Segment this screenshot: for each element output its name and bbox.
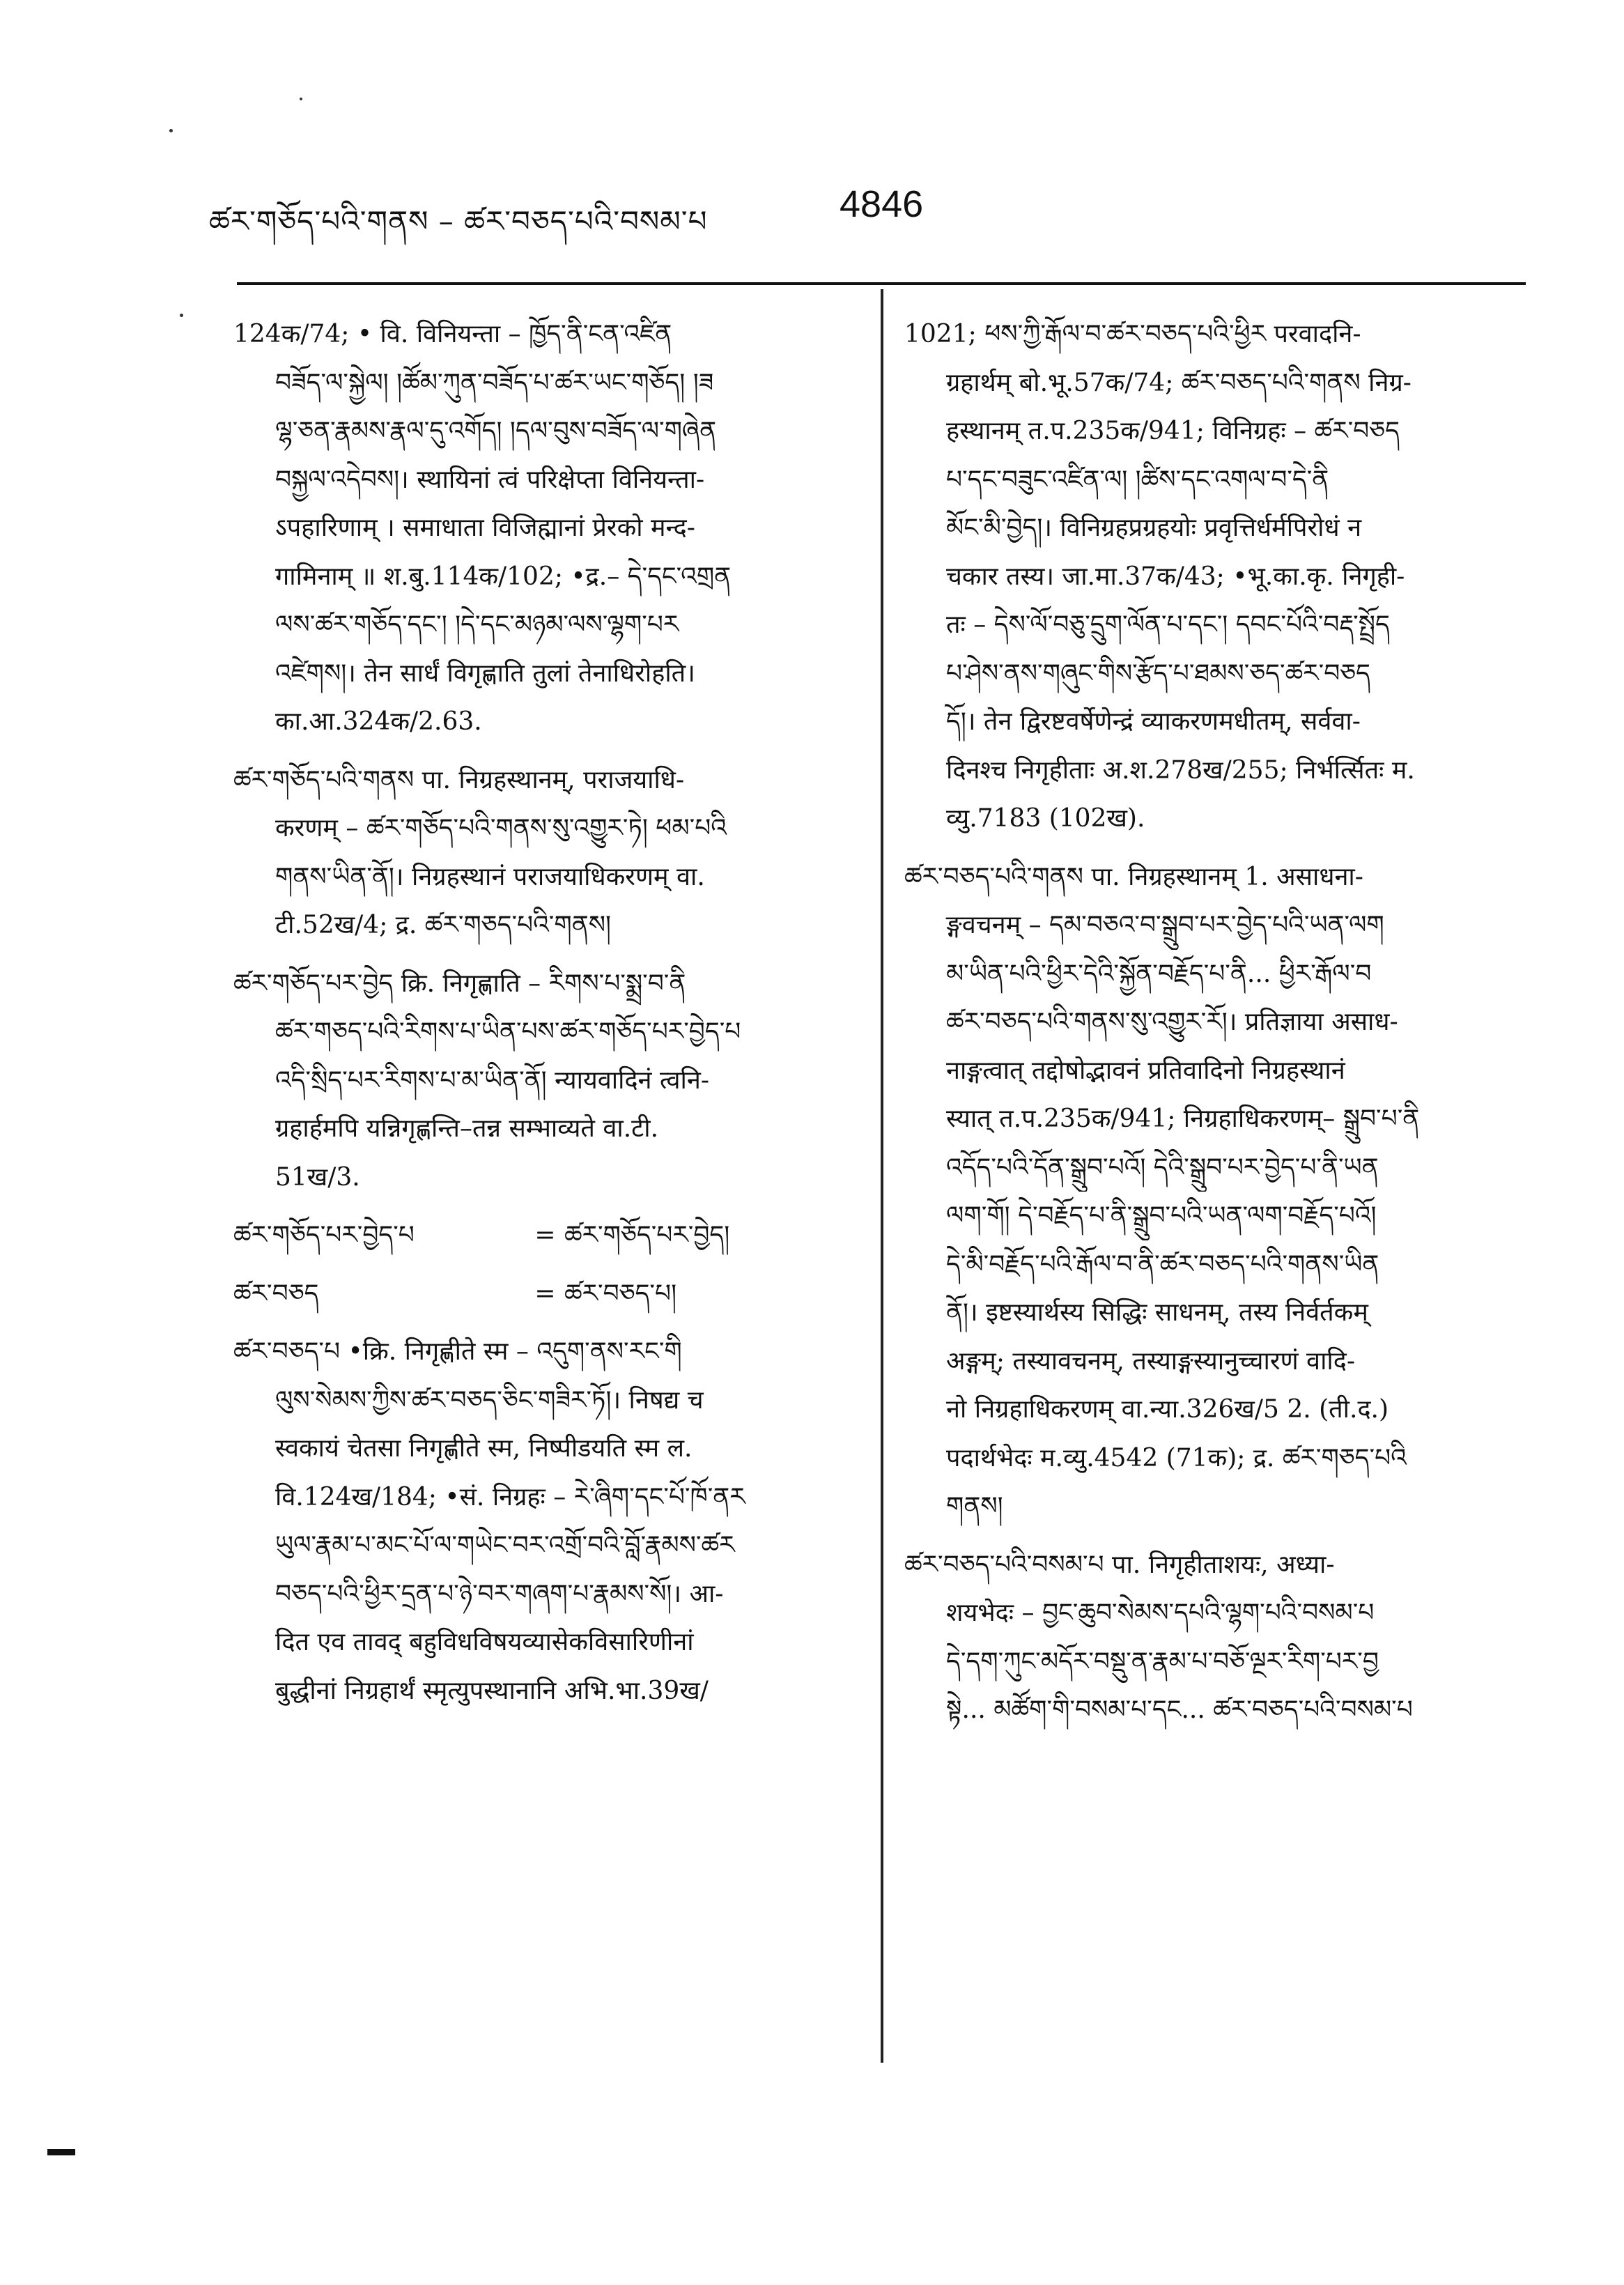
page-header <box>0 0 1624 265</box>
scan-speck <box>300 98 302 100</box>
scan-speck <box>180 314 183 317</box>
entry-headline: ཚར་བཅད་པའི་བསམ་པ पा. निगृहीताशयः, अध्या- <box>904 1550 1335 1579</box>
entry-line: དེ་དག་ཀུང་མདོར་བསྡུ་ན་རྣམ་པ་བཅོ་ལྔར་རིག་པར་བྱ <box>946 1647 1379 1676</box>
entry-line: हस्थानम् त.प.235क/941; विनिग्रहः – ཚར་བཅད <box>946 417 1400 445</box>
scan-speck <box>169 129 173 132</box>
dictionary-entry <box>904 853 1540 1531</box>
dictionary-entry <box>233 1328 864 1715</box>
entry-line: गामिनाम् ॥ श.बु.114क/102; •द्र.– དེ་དང་འགྲན <box>275 562 732 591</box>
entry-line: पदार्थभेदः म.व्यु.4542 (71क); द्र. ཚར་གཅད་པའི <box>946 1443 1407 1472</box>
dictionary-entry <box>904 1541 1540 1734</box>
left-column <box>233 310 864 2076</box>
entry-line: दित एव तावद् बहुविधविषयव्यासेकविसारिणीनां <box>275 1628 694 1656</box>
entry-line: तः – དེས་ལོ་བཅུ་དྲུག་ལོན་པ་དང་། དབང་པོའི་བརྡ་སྤྲོད <box>946 610 1390 639</box>
entry-headline: 124क/74; • वि. विनियन्ता – ཁྱོད་ནི་ངན་འཛིན <box>233 320 672 348</box>
entry-line: दिनश्च निगृहीताः अ.श.278ख/255; निर्भर्त्सितः म. <box>946 755 1415 785</box>
dictionary-entry <box>233 756 864 950</box>
entry-line: འཛེགས།। तेन सार्धं विगृह्णाति तुलां तेनाधिरोहति। <box>275 659 695 688</box>
page-number: 4846 <box>840 183 924 225</box>
entry-line: शयभेदः – བྱང་ཆུབ་སེམས་དཔའི་ལྷག་པའི་བསམ་པ <box>946 1599 1375 1627</box>
entry-line: ङ्गवचनम् – དམ་བཅའ་བ་སྒྲུབ་པར་བྱེད་པའི་ཡན་ལག <box>946 911 1384 939</box>
entry-line: གནས། <box>946 1492 1003 1521</box>
entry-line: वि.124ख/184; •सं. निग्रहः – རེ་ཞིག་དང་པོ་ཁོ་ནར <box>275 1482 745 1511</box>
entry-line: ཚར་བཅད་པའི་གནས་སུ་འགྱུར་རོ།। प्रतिज्ञाया असाध- <box>946 1008 1398 1036</box>
cross-reference <box>233 1270 864 1318</box>
entry-line: སྟེ... མཚོག་གི་བསམ་པ་དང... ཚར་བཅད་པའི་བསམ་པ <box>946 1695 1413 1724</box>
entry-line: ནོ།। इष्टस्यार्थस्य सिद्धिः साधनम्, तस्य निर्वर्तकम् <box>946 1298 1368 1327</box>
dictionary-entry <box>233 960 864 1202</box>
entry-line: का.आ.324क/2.63. <box>275 707 482 736</box>
cross-reference <box>233 1211 864 1260</box>
entry-line: नो निग्रहाधिकरणम् वा.न्या.326ख/5 2. (ती.द.) <box>946 1395 1389 1424</box>
entry-line: མ་ཡིན་པའི་ཕྱིར་དེའི་སྐྱོན་བརྗོད་པ་ནི... ཕྱིར་རྒོལ་བ <box>946 959 1372 988</box>
entry-line: ग्रहार्हमपि यन्निगृह्णन्ति–तन्न सम्भाव्यते वा.टी. <box>275 1114 659 1143</box>
entry-line: 51ख/3. <box>275 1162 360 1192</box>
entry-line: ལས་ཚར་གཅོད་དང་། །དེ་དང་མཉམ་ལས་ལྷག་པར <box>275 610 679 639</box>
entry-line: ལུས་སེམས་ཀྱིས་ཚར་བཅད་ཅིང་གཟིར་ཏོ།। निषद्य च <box>275 1385 704 1415</box>
entry-line: ऽपहारिणाम् । समाधाता विजिह्मानां प्रेरको मन्द- <box>275 514 695 542</box>
entry-line: མོང་མི་བྱེད།। विनिग्रहप्रग्रहयोः प्रवृत्तिर्धर्मपिरोधं न <box>946 514 1362 542</box>
entry-line: स्वकायं चेतसा निगृह्णीते स्म, निष्पीडयति स्म ल. <box>275 1434 693 1463</box>
entry-line: चकार तस्य। जा.मा.37क/43; •भू.का.कृ. निगृही- <box>946 562 1405 591</box>
entry-headline: ཚར་གཅོད་པའི་གནས पा. निग्रहस्थानम्, पराजयाधि- <box>233 765 685 794</box>
entry-headline: 1021; ཕས་ཀྱི་རྒོལ་བ་ཚར་བཅད་པའི་ཕྱིར परवादनि- <box>904 320 1361 348</box>
entry-line: བཅད་པའི་ཕྱིར་དྲན་པ་ཉེ་བར་གཞག་པ་རྣམས་སོ།। आ- <box>275 1579 724 1608</box>
entry-line: ལག་གོ། དེ་བརྗོད་པ་ནི་སྒྲུབ་པའི་ཡན་ལག་བརྗོད་པའོ། <box>946 1201 1377 1230</box>
entry-line: དེ་མི་བརྗོད་པའི་རྒོལ་བ་ནི་ཚར་བཅད་པའི་གནས་ཡིན <box>946 1249 1379 1279</box>
dictionary-entry <box>233 310 864 746</box>
entry-line: པ་ཤེས་ནས་གཞུང་གིས་རྩོད་པ་ཐམས་ཅད་ཚར་བཅད <box>946 659 1371 688</box>
xref-target: ཚར་གཅོད་པར་བྱེད། <box>564 1221 730 1249</box>
entry-line: ग्रहार्थम् बो.भू.57क/74; ཚར་བཅད་པའི་གནས निग्र- <box>946 368 1412 397</box>
entry-headline: ཚར་བཅད་པ •क्रि. निगृह्णीते स्म – འདུག་ནས་རང་གི <box>233 1337 682 1366</box>
entry-line: नाङ्गत्वात् तद्दोषोद्भावनं प्रतिवादिनो निग्रहस्थानं <box>946 1056 1345 1085</box>
xref-eq: = <box>534 1279 556 1308</box>
entry-line: དོ།। तेन द्विरष्टवर्षेणेन्द्रं व्याकरणमधीतम्, सर्ववा- <box>946 707 1361 736</box>
entry-line: བསྐྱལ་འདེབས།। स्थायिनां त्वं परिक्षेप्ता विनियन्ता- <box>275 465 705 494</box>
header-entry-range: ཚར་གཅོད་པའི་གནས – ཚར་བཅད་པའི་བསམ་པ <box>209 204 708 238</box>
dictionary-entry <box>904 310 1540 843</box>
xref-head: ཚར་བཅད <box>233 1279 319 1308</box>
margin-mark <box>47 2149 75 2155</box>
xref-target: ཚར་བཅད་པ། <box>564 1279 677 1308</box>
entry-line: व्यु.7183 (102ख). <box>946 804 1145 833</box>
entry-line: པ་དང་བཟུང་འཛིན་ལ། །ཚིས་དང་འགལ་བ་དེ་ནི <box>946 465 1329 494</box>
entry-line: གནས་ཡིན་ནོ།। निग्रहस्थानं पराजयाधिकरणम् वा. <box>275 862 705 891</box>
entry-line: འདི་སྲིད་པར་རིགས་པ་མ་ཡིན་ནོ། न्यायवादिनं त्वनि- <box>275 1065 710 1095</box>
entry-line: ལྷ་ཅན་རྣམས་རྣལ་དུ་འགོད། །དལ་བུས་བཟོད་ལ་གཞེན <box>275 417 717 445</box>
right-column <box>904 310 1540 2076</box>
column-divider <box>881 289 883 2063</box>
xref-head: ཚར་གཅོད་པར་བྱེད་པ <box>233 1221 415 1249</box>
entry-headline: ཚར་གཅོད་པར་བྱེད क्रि. निगृह्णाति – རིགས་པ་སྨྲ་བ་ནི <box>233 969 686 998</box>
entry-line: टी.52ख/4; द्र. ཚར་གཅད་པའི་གནས། <box>275 911 612 939</box>
dictionary-entry <box>233 1211 864 1318</box>
entry-line: ཡུལ་རྣམ་པ་མང་པོ་ལ་གཡེང་བར་འགྲོ་བའི་བློ་རྣམས་ཚར <box>275 1531 735 1560</box>
xref-eq: = <box>534 1221 556 1249</box>
entry-headline: ཚར་བཅད་པའི་གནས पा. निग्रहस्थानम् 1. असाधना- <box>904 862 1363 891</box>
entry-line: འདོད་པའི་དོན་སྒྲུབ་པའོ། དེའི་སྒྲུབ་པར་བྱེད་པ་ནི་ཡན <box>946 1153 1379 1182</box>
entry-line: करणम् – ཚར་གཅོད་པའི་གནས་སུ་འགྱུར་ཏེ། ཕམ་པའི <box>275 814 727 843</box>
entry-line: बुद्धीनां निग्रहार्थं स्मृत्युपस्थानानि अभि.भा.39ख/ <box>275 1676 709 1705</box>
entry-line: ཚར་གཅད་པའི་རིགས་པ་ཡིན་པས་ཚར་གཅོད་པར་བྱེད་པ <box>275 1017 741 1046</box>
entry-line: स्यात् त.प.235क/941; निग्रहाधिकरणम्– སྒྲུབ་པ་ནི <box>946 1105 1420 1133</box>
entry-line: བཟོད་ལ་སྐྱེལ། །ཚོམ་ཀུན་བཟོད་པ་ཚར་ཡང་གཅོད། །ཟ <box>275 368 714 397</box>
entry-line: अङ्गम्; तस्यावचनम्, तस्याङ्गस्यानुच्चारणं वादि- <box>946 1346 1355 1376</box>
header-rule <box>237 282 1526 285</box>
